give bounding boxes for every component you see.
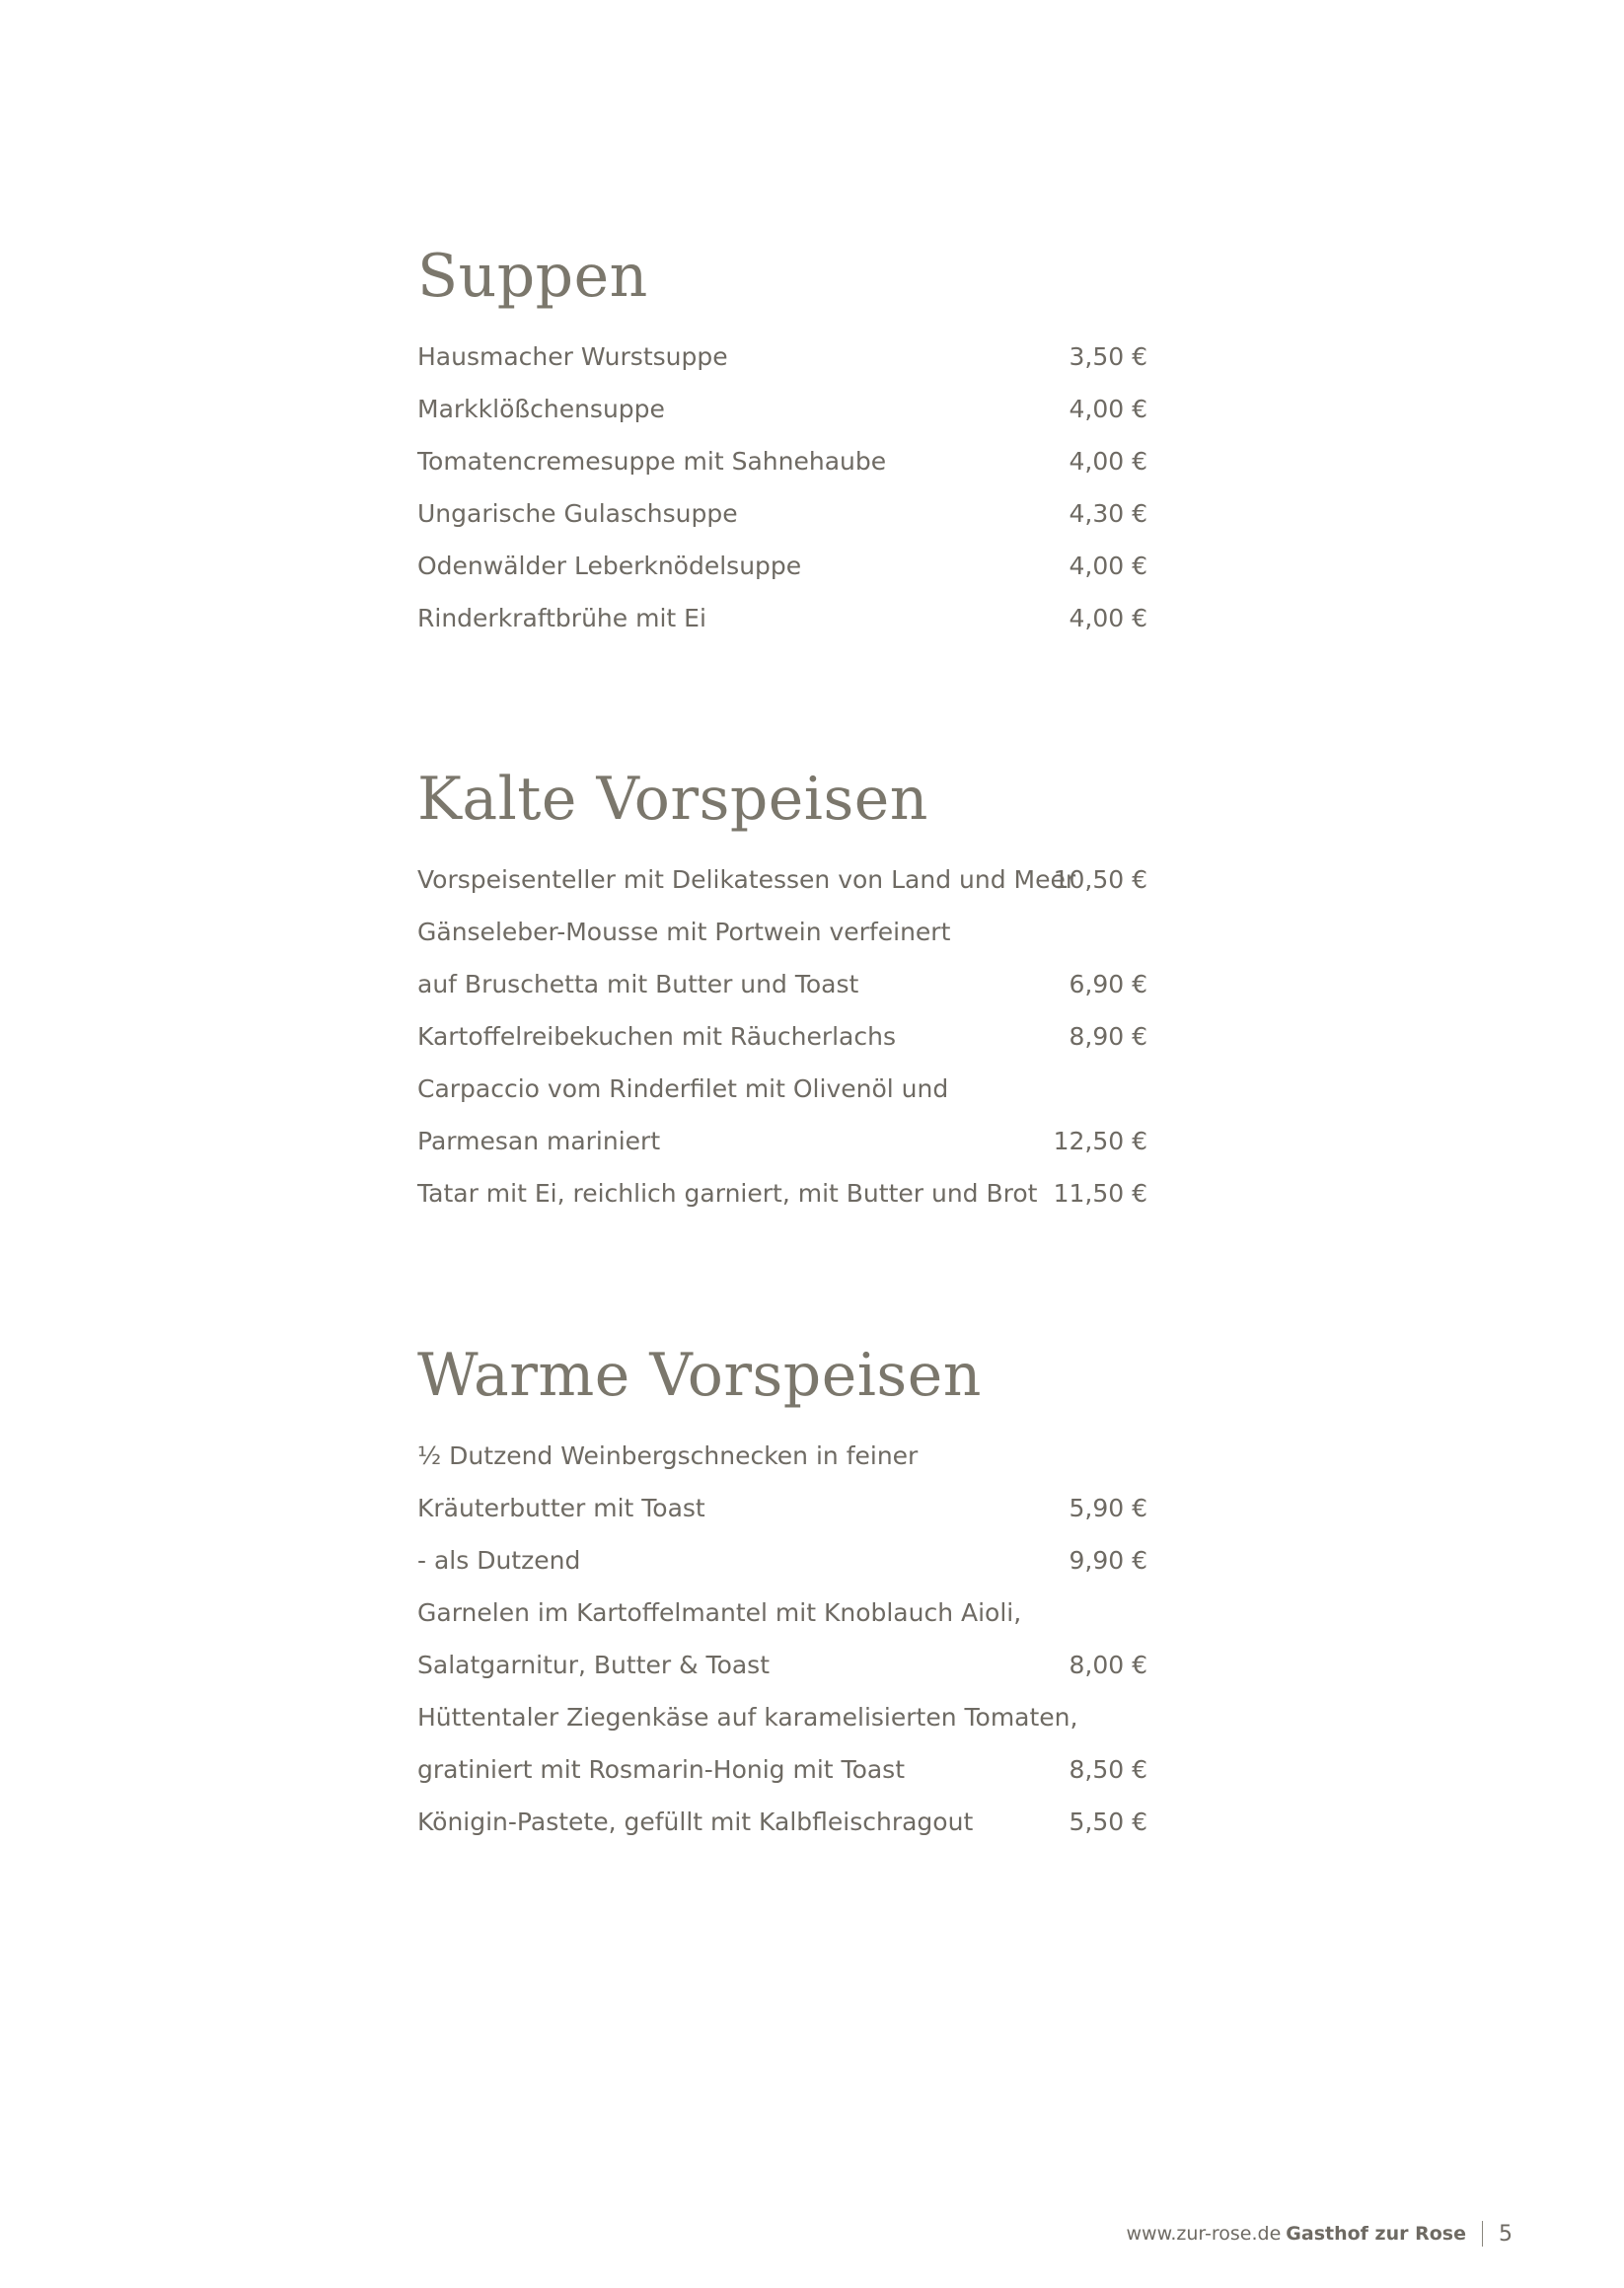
menu-item — [417, 1750, 1147, 1790]
item-name: Markklößchensuppe — [417, 395, 665, 423]
page-footer — [1127, 2221, 1513, 2247]
menu-item — [417, 1122, 1147, 1161]
item-name: gratiniert mit Rosmarin-Honig mit Toast — [417, 1755, 906, 1784]
item-price: 5,50 € — [1069, 1808, 1147, 1836]
section-suppen — [417, 242, 1147, 632]
section-kalte-vorspeisen — [417, 765, 1147, 1208]
menu-item — [417, 442, 1147, 481]
item-price: 4,00 € — [1069, 604, 1147, 632]
footer-divider — [1482, 2221, 1483, 2247]
item-price: 5,90 € — [1069, 1494, 1147, 1522]
item-price: 6,90 € — [1069, 970, 1147, 998]
item-price: 3,50 € — [1069, 342, 1147, 371]
menu-item — [417, 337, 1147, 377]
item-price: 8,50 € — [1069, 1755, 1147, 1784]
item-name: Ungarische Gulaschsuppe — [417, 499, 738, 528]
item-price: 12,50 € — [1053, 1127, 1147, 1155]
item-price: 4,00 € — [1069, 395, 1147, 423]
item-name: Hausmacher Wurstsuppe — [417, 342, 728, 371]
item-name: Kartoffelreibekuchen mit Räucherlachs — [417, 1022, 896, 1051]
item-name: Garnelen im Kartoffelmantel mit Knoblauch Aioli, — [417, 1598, 1022, 1627]
menu-item — [417, 860, 1147, 900]
item-name: Tomatencremesuppe mit Sahnehaube — [417, 447, 887, 476]
item-name: auf Bruschetta mit Butter und Toast — [417, 970, 859, 998]
item-name: Tatar mit Ei, reichlich garniert, mit Butter und Brot — [417, 1179, 1038, 1208]
menu-item — [417, 1070, 1147, 1109]
item-price: 11,50 € — [1053, 1179, 1147, 1208]
menu-item — [417, 1698, 1147, 1737]
footer-brand: Gasthof zur Rose — [1286, 2223, 1466, 2245]
footer-url-link[interactable]: www.zur-rose.de — [1126, 2223, 1282, 2245]
menu-item — [417, 1593, 1147, 1633]
item-price: 4,00 € — [1069, 552, 1147, 580]
item-name: Königin-Pastete, gefüllt mit Kalbfleischragout — [417, 1808, 974, 1836]
menu-item — [417, 913, 1147, 952]
menu-item — [417, 390, 1147, 429]
item-price: 10,50 € — [1053, 865, 1147, 894]
section-warme-vorspeisen — [417, 1341, 1147, 1836]
item-price: 4,30 € — [1069, 499, 1147, 528]
menu-item — [417, 599, 1147, 638]
item-name: Carpaccio vom Rinderfilet mit Olivenöl und — [417, 1074, 949, 1103]
menu-item — [417, 1646, 1147, 1685]
item-price: 8,00 € — [1069, 1651, 1147, 1679]
item-name: Kräuterbutter mit Toast — [417, 1494, 705, 1522]
item-name: Gänseleber-Mousse mit Portwein verfeinert — [417, 918, 951, 946]
item-name: - als Dutzend — [417, 1546, 581, 1575]
section-title: Warme Vorspeisen — [417, 1341, 982, 1410]
page-number: 5 — [1499, 2221, 1513, 2247]
section-title: Kalte Vorspeisen — [417, 765, 928, 834]
item-price: 9,90 € — [1069, 1546, 1147, 1575]
menu-item — [417, 547, 1147, 586]
menu-item — [417, 965, 1147, 1004]
menu-item — [417, 1174, 1147, 1214]
menu-item — [417, 1803, 1147, 1842]
section-title: Suppen — [417, 242, 648, 311]
item-name: Vorspeisenteller mit Delikatessen von Land und Meer — [417, 865, 1076, 894]
item-price: 8,90 € — [1069, 1022, 1147, 1051]
menu-item — [417, 1541, 1147, 1581]
item-name: ½ Dutzend Weinbergschnecken in feiner — [417, 1441, 919, 1470]
menu-item — [417, 1489, 1147, 1528]
menu-item — [417, 494, 1147, 534]
menu-item — [417, 1017, 1147, 1057]
item-price: 4,00 € — [1069, 447, 1147, 476]
item-name: Salatgarnitur, Butter & Toast — [417, 1651, 771, 1679]
menu-item — [417, 1437, 1147, 1476]
item-name: Parmesan mariniert — [417, 1127, 661, 1155]
item-name: Rinderkraftbrühe mit Ei — [417, 604, 706, 632]
item-name: Hüttentaler Ziegenkäse auf karamelisierten Tomaten, — [417, 1703, 1078, 1732]
item-name: Odenwälder Leberknödelsuppe — [417, 552, 802, 580]
